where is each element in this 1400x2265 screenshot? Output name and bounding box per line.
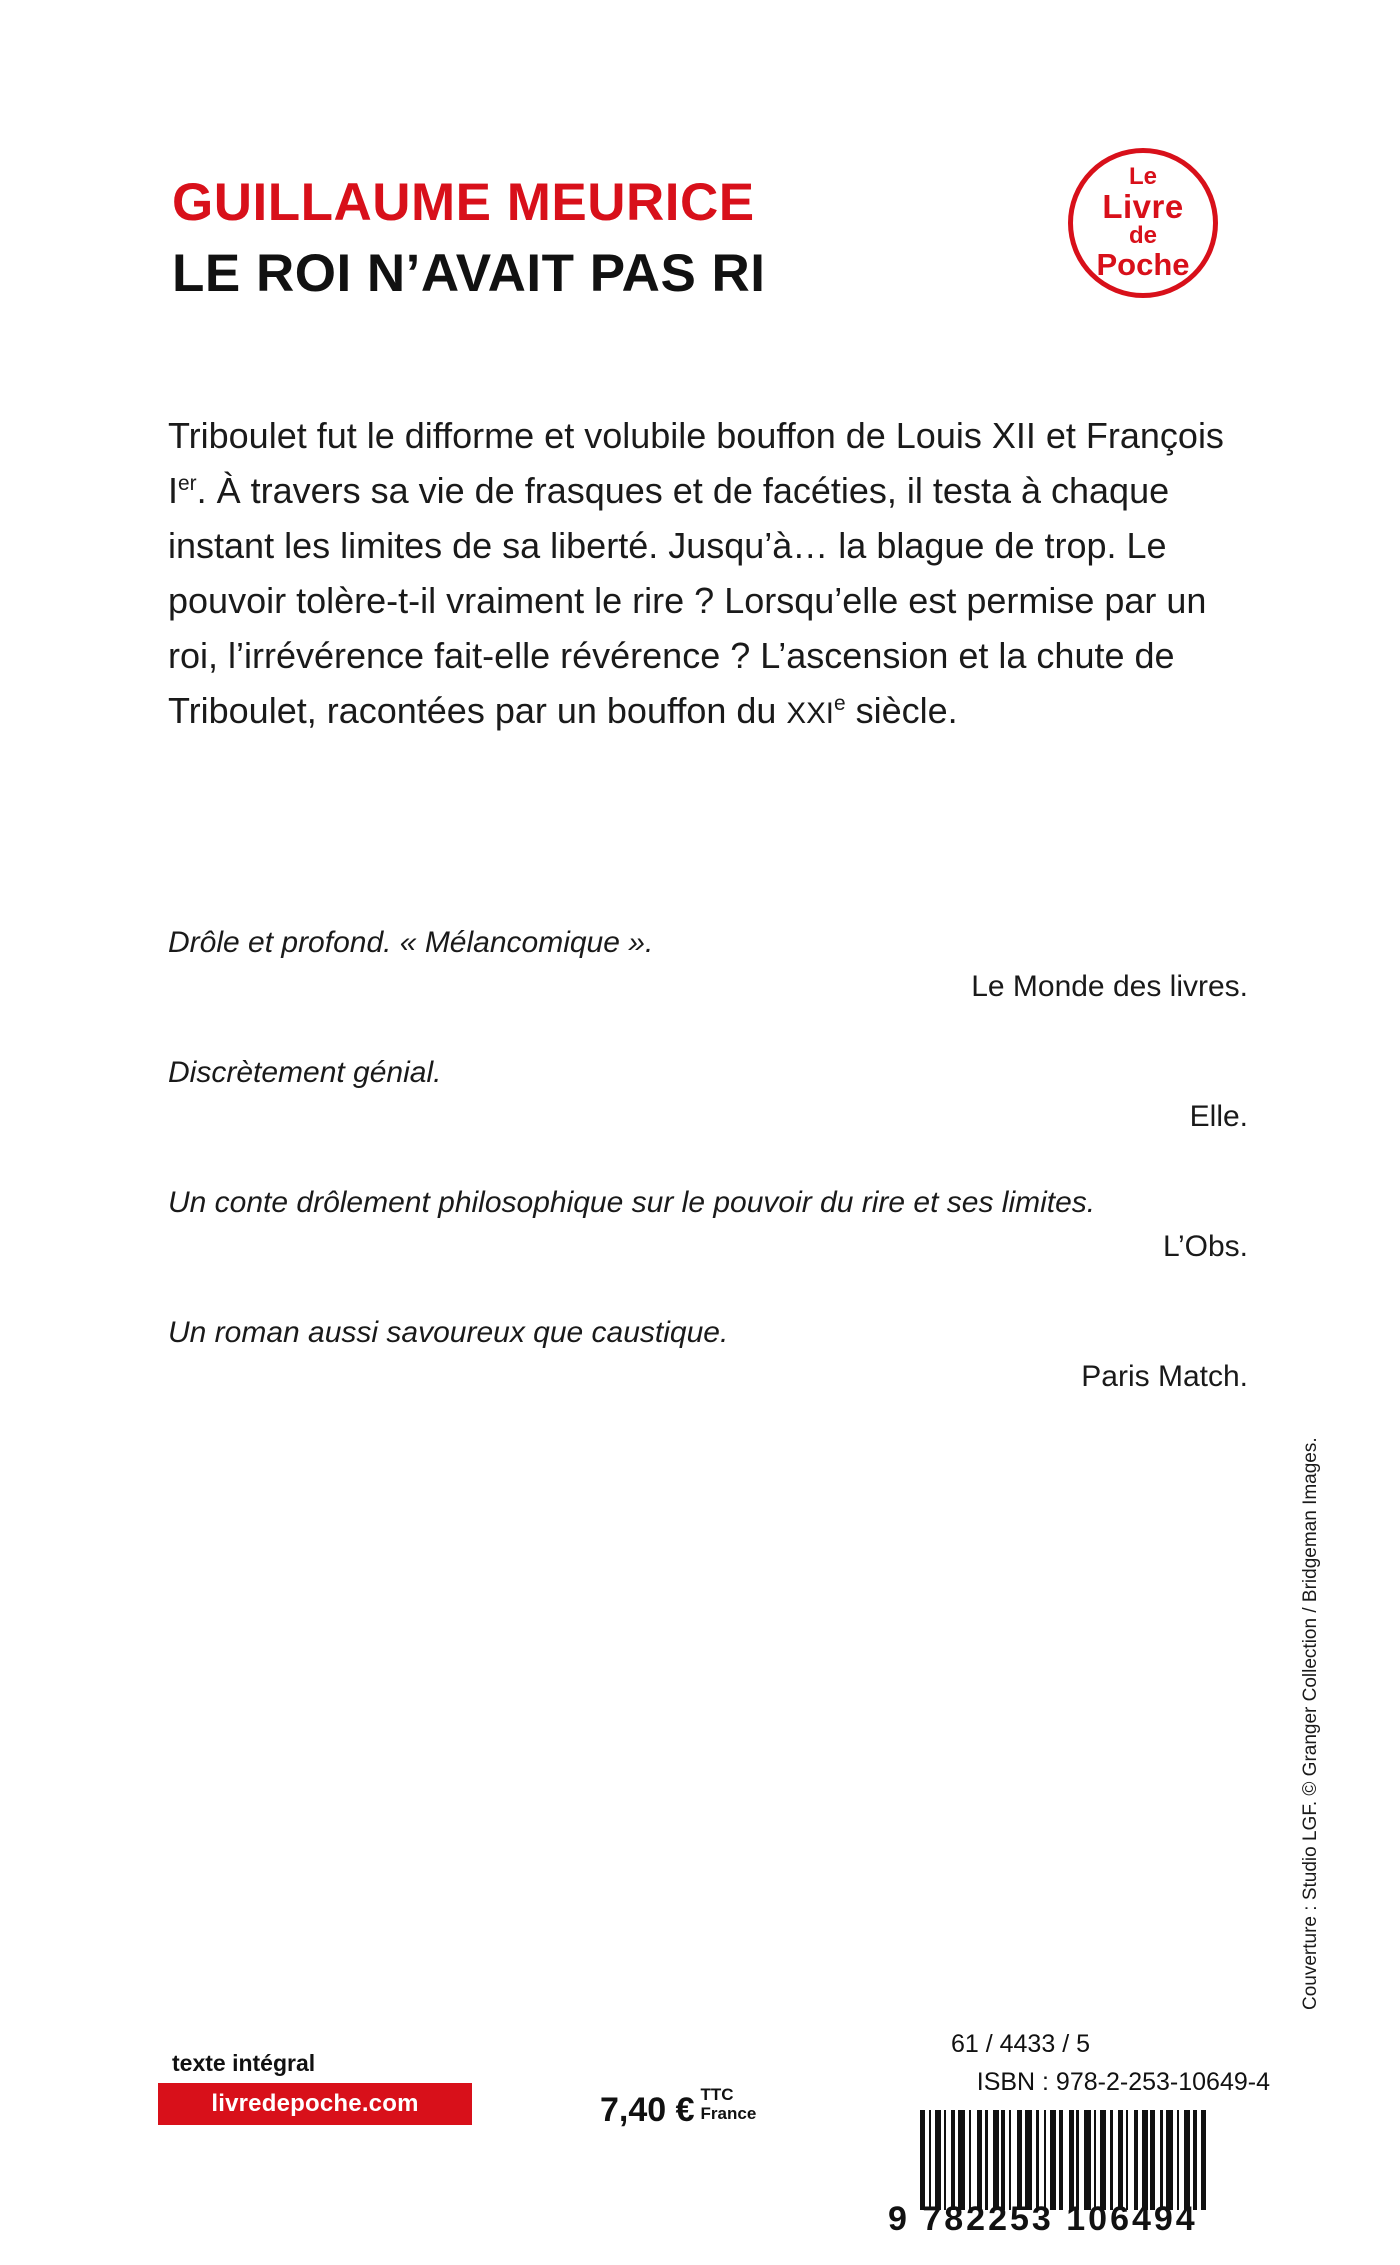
press-quote-source: L’Obs. bbox=[1162, 1230, 1248, 1263]
price-tax-line-1: TTC bbox=[700, 2085, 734, 2104]
price-label bbox=[600, 2085, 756, 2130]
press-quote bbox=[168, 1180, 1248, 1264]
back-cover-blurb bbox=[168, 408, 1248, 741]
blurb-century: XXI bbox=[786, 697, 834, 730]
press-quotes bbox=[168, 920, 1248, 1440]
texte-integral-label: texte intégral bbox=[172, 2050, 316, 2076]
press-quote bbox=[168, 920, 1248, 1004]
press-quote-source: Paris Match. bbox=[1081, 1360, 1248, 1393]
blurb-part-2: . À travers sa vie de frasques et de facéties, il testa à chaque instant les limites de sa liberté. Jusqu’à… la blague de trop. Le pouvoir tolère-t-il vraiment le rire ? Lorsqu’elle est permise par un roi, l’irrévérence fait-elle révérence ? L’ascension et la chute de Triboulet, racontées par un bouffon du bbox=[168, 470, 1207, 731]
livre-de-poche-logo bbox=[1068, 148, 1218, 298]
price-amount: 7,40 € bbox=[600, 2091, 695, 2129]
blurb-superscript-2: e bbox=[834, 692, 846, 715]
barcode-digits: 9 782253 106494 bbox=[888, 2200, 1198, 2238]
press-quote-source: Le Monde des livres. bbox=[971, 970, 1248, 1003]
publisher-website-badge[interactable]: livredepoche.com bbox=[158, 2083, 472, 2125]
press-quote-source: Elle. bbox=[1189, 1100, 1248, 1133]
press-quote-text: Drôle et profond. « Mélancomique ». bbox=[168, 926, 654, 959]
price-tax-line-2: France bbox=[700, 2104, 757, 2123]
logo-line-3: de bbox=[1128, 222, 1157, 250]
press-quote-text: Un roman aussi savoureux que caustique. bbox=[168, 1316, 729, 1349]
blurb-part-1: Triboulet fut le difforme et volubile bouffon de Louis XII et François I bbox=[168, 415, 1224, 511]
press-quote-text: Discrètement génial. bbox=[168, 1056, 442, 1089]
barcode bbox=[920, 2110, 1270, 2210]
isbn-label: ISBN : 978-2-253-10649-4 bbox=[976, 2068, 1270, 2096]
blurb-superscript-1: er bbox=[178, 472, 197, 495]
logo-line-1: Le bbox=[1128, 162, 1157, 190]
press-quote-text: Un conte drôlement philosophique sur le pouvoir du rire et ses limites. bbox=[168, 1186, 1096, 1219]
press-quote bbox=[168, 1050, 1248, 1134]
logo-line-4: Poche bbox=[1096, 246, 1190, 282]
press-quote bbox=[168, 1310, 1248, 1394]
internal-code: 61 / 4433 / 5 bbox=[950, 2030, 1090, 2058]
book-title: LE ROI N’AVAIT PAS RI bbox=[172, 244, 766, 303]
cover-credit: Couverture : Studio LGF. © Granger Collection / Bridgeman Images. bbox=[1300, 1437, 1321, 2010]
author-name: GUILLAUME MEURICE bbox=[172, 173, 755, 232]
logo-line-2: Livre bbox=[1102, 187, 1184, 225]
price-tax-note bbox=[701, 2085, 757, 2123]
blurb-part-3: siècle. bbox=[845, 690, 958, 731]
